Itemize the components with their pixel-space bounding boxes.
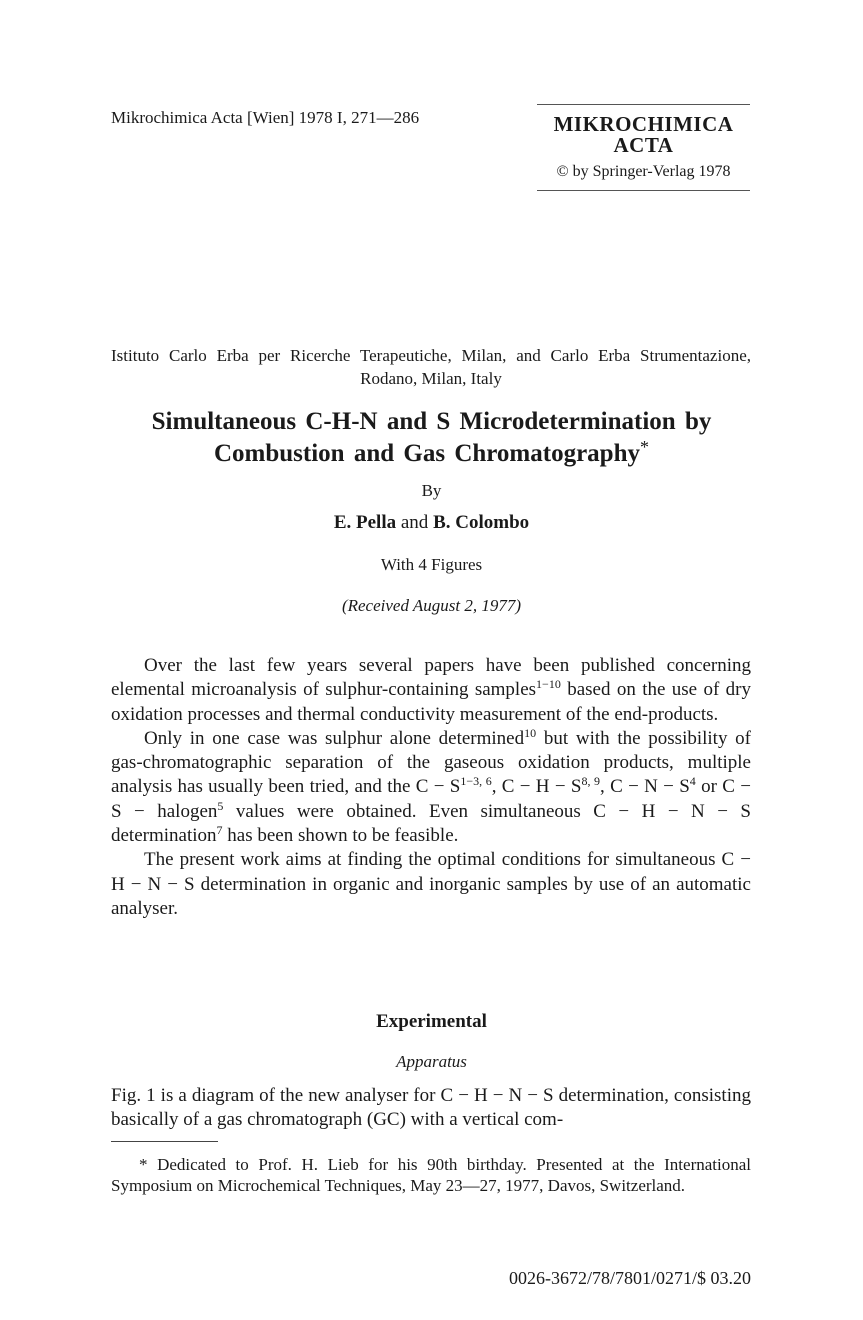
author-2: B. Colombo — [433, 512, 530, 533]
title-line2 — [100, 438, 763, 470]
authors-and: and — [400, 512, 429, 533]
p2-citation-d: 4 — [689, 774, 696, 789]
paragraph-2 — [111, 727, 751, 848]
received-date: (Received August 2, 1977) — [341, 596, 522, 615]
affiliation: Istituto Carlo Erba per Ricerche Terapeutiche, Milan, and Carlo Erba Strumentazione, Rodano, Milan, Italy — [111, 346, 751, 388]
price-code: 0026-3672/78/7801/0271/$ 03.20 — [509, 1268, 751, 1288]
p1-text-a: Over the last few years several papers have been published concerning elemental microanalysis of sulphur-containing samples — [111, 655, 751, 701]
p2-text-d: , C − N − S — [600, 776, 690, 798]
title-footnote-marker: * — [639, 437, 649, 457]
footnote-marker: * — [139, 1155, 148, 1174]
introduction-text — [111, 654, 751, 921]
copyright-line: © by Springer-Verlag 1978 — [556, 163, 731, 180]
paragraph-1 — [111, 654, 751, 727]
footnote-body — [111, 1154, 751, 1196]
publisher-box — [537, 104, 750, 191]
p2-citation-b: 1−3, 6 — [460, 774, 492, 789]
subsection-heading-apparatus: Apparatus — [396, 1052, 467, 1071]
footnote — [111, 1154, 751, 1196]
authors — [0, 512, 863, 534]
p2-citation-a: 10 — [524, 725, 537, 740]
footnote-divider — [111, 1141, 218, 1142]
p1-citation: 1−10 — [536, 677, 561, 692]
p2-text-b: but with the possibility of gas-chromatographic separation of the gaseous oxidation products, multiple analysis has usually been tried, and the C − S — [111, 727, 752, 798]
title-line2-text: Combustion and Gas Chromatography — [214, 440, 640, 467]
paragraph-4: Fig. 1 is a diagram of the new analyser for C − H − N − S determination, consisting basically of a gas chromatograph (GC) with a vertical com- — [111, 1085, 751, 1131]
journal-name-line2: ACTA — [613, 133, 674, 157]
p1-text-b: based on the use of dry oxidation processes and thermal conductivity measurement of the end-products. — [111, 679, 751, 725]
author-1: E. Pella — [333, 512, 397, 533]
paragraph-3: The present work aims at finding the optimal conditions for simultaneous C − H − N − S determination in organic and inorganic samples by use of an automatic analyser. — [111, 849, 751, 919]
p2-text-f: values were obtained. Even simultaneous C − H − N − S determination — [111, 800, 751, 847]
apparatus-text — [111, 1084, 751, 1133]
paper-title — [100, 406, 763, 470]
title-line1: Simultaneous C-H-N and S Microdetermination by — [151, 408, 712, 435]
journal-reference: Mikrochimica Acta [Wien] 1978 I, 271—286 — [111, 108, 420, 127]
footnote-text: Dedicated to Prof. H. Lieb for his 90th birthday. Presented at the International Symposium on Microchemical Techniques, May 23—27, 1977, Davos, Switzerland. — [111, 1155, 751, 1195]
p2-text-e: or C − S − halogen — [111, 776, 751, 822]
section-heading-experimental: Experimental — [376, 1011, 487, 1032]
p2-text-g: has been shown to be feasible. — [222, 825, 459, 847]
p2-citation-e: 5 — [217, 798, 224, 813]
p2-text-c: , C − H − S — [491, 776, 582, 798]
figures-note: With 4 Figures — [380, 555, 483, 574]
p2-citation-f: 7 — [216, 823, 223, 838]
journal-name-line1: MIKROCHIMICA — [553, 112, 734, 136]
p2-text-a: Only in one case was sulphur alone determined — [144, 727, 525, 749]
p2-citation-c: 8, 9 — [581, 774, 601, 789]
by-line: By — [421, 481, 442, 500]
